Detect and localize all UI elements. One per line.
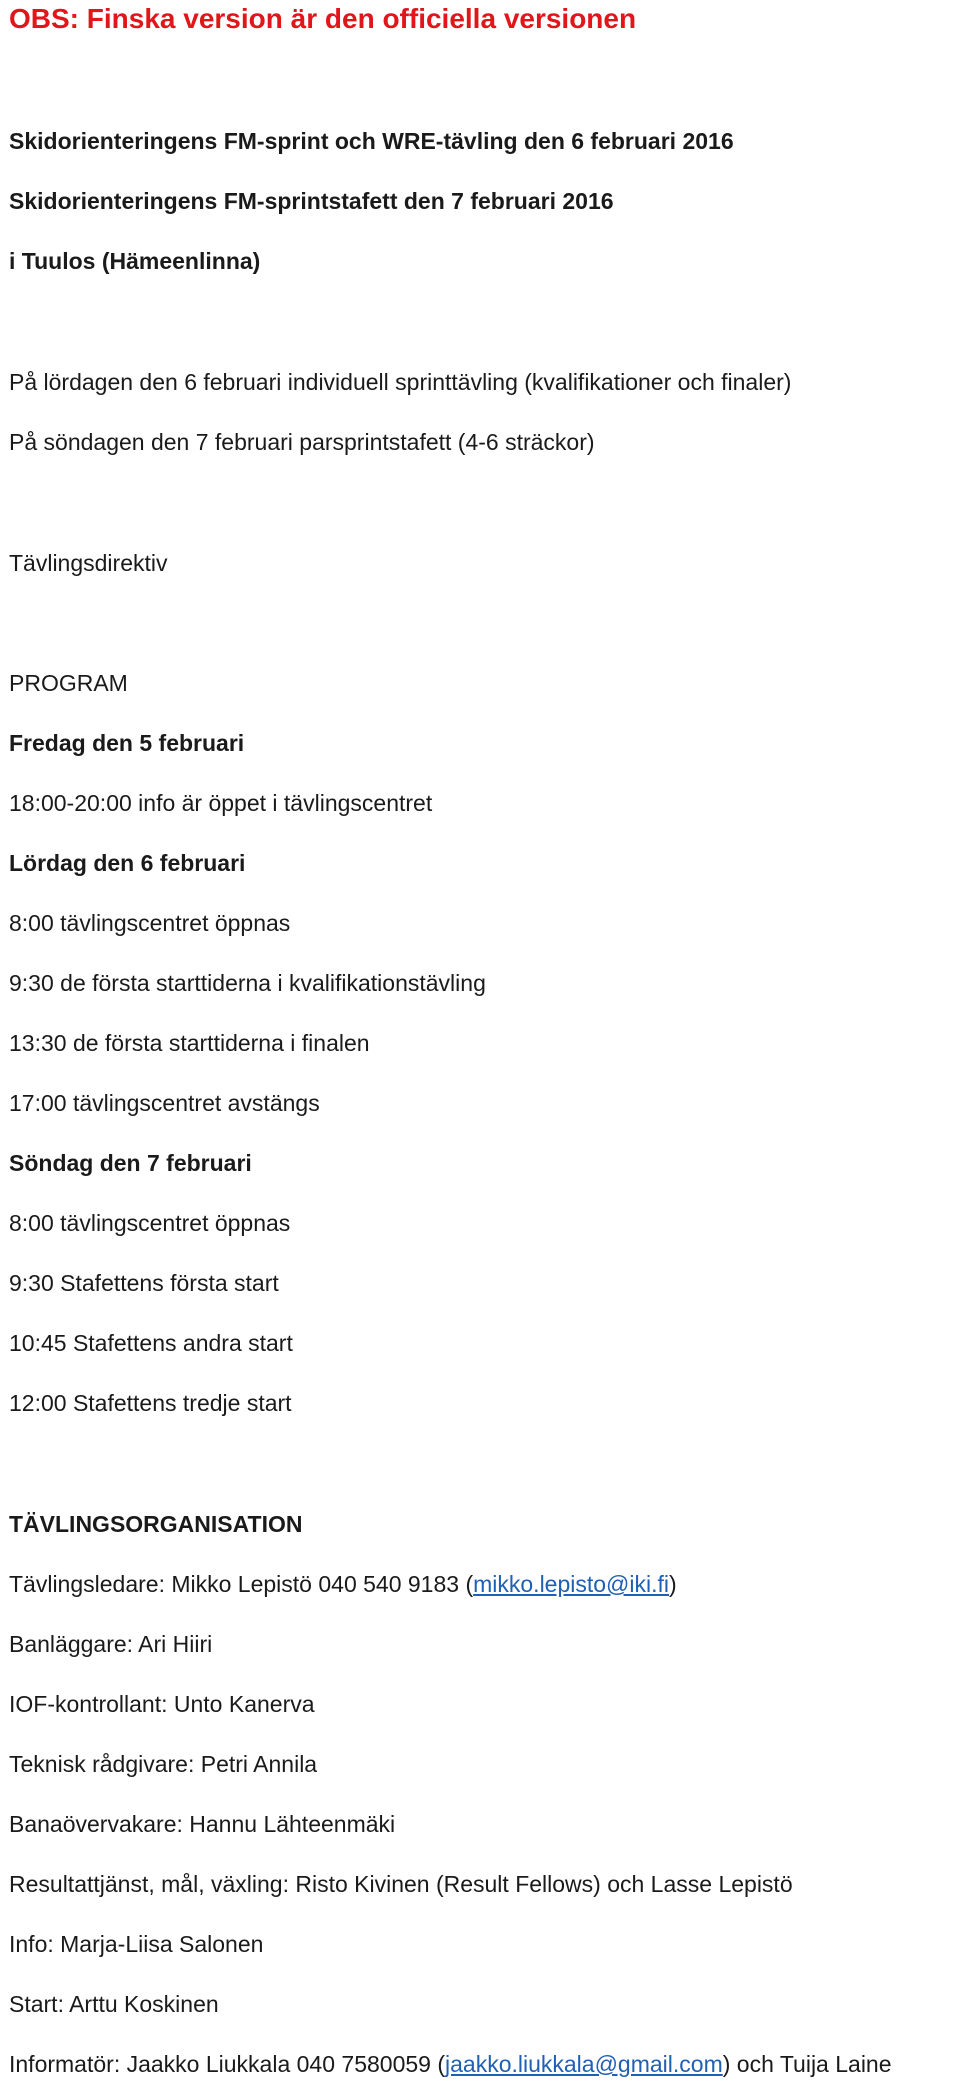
leader-suffix: ) <box>669 1571 677 1597</box>
day-heading-saturday: Lördag den 6 februari <box>9 850 246 876</box>
schedule-item: 9:30 de första starttiderna i kvalifikationstävling <box>9 970 486 996</box>
role-line: Start: Arttu Koskinen <box>9 1991 219 2017</box>
day-heading-sunday: Söndag den 7 februari <box>9 1150 252 1176</box>
role-line: Resultattjänst, mål, växling: Risto Kivinen (Result Fellows) och Lasse Lepistö <box>9 1871 793 1897</box>
official-version-notice: OBS: Finska version är den officiella versionen <box>9 3 637 34</box>
schedule-item: 12:00 Stafettens tredje start <box>9 1390 292 1416</box>
informant <box>9 2049 892 2079</box>
schedule-item: 8:00 tävlingscentret öppnas <box>9 1210 291 1236</box>
role-line: Info: Marja-Liisa Salonen <box>9 1931 264 1957</box>
day-heading-friday: Fredag den 5 februari <box>9 730 245 756</box>
schedule-item: 9:30 Stafettens första start <box>9 1270 279 1296</box>
schedule-item: 8:00 tävlingscentret öppnas <box>9 910 291 936</box>
informant-suffix: ) och Tuija Laine <box>722 2051 892 2077</box>
leader-email-link[interactable]: mikko.lepisto@iki.fi <box>473 1571 670 1597</box>
intro-line: På söndagen den 7 februari parsprintstafett (4-6 sträckor) <box>9 429 595 455</box>
role-line: Banläggare: Ari Hiiri <box>9 1631 213 1657</box>
organisation-heading: TÄVLINGSORGANISATION <box>9 1511 303 1537</box>
directive-heading: Tävlingsdirektiv <box>9 550 168 576</box>
schedule-item: 17:00 tävlingscentret avstängs <box>9 1090 320 1116</box>
leader-text: Tävlingsledare: Mikko Lepistö 040 540 9183 ( <box>9 1571 474 1597</box>
role-line: Teknisk rådgivare: Petri Annila <box>9 1751 318 1777</box>
role-line: Banaövervakare: Hannu Lähteenmäki <box>9 1811 396 1837</box>
title-line: Skidorienteringens FM-sprintstafett den 7 februari 2016 <box>9 188 614 214</box>
informant-text: Informatör: Jaakko Liukkala 040 7580059 ( <box>9 2051 445 2077</box>
competition-leader <box>9 1569 677 1599</box>
title-line: i Tuulos (Hämeenlinna) <box>9 248 261 274</box>
role-line: IOF-kontrollant: Unto Kanerva <box>9 1691 315 1717</box>
schedule-item: 13:30 de första starttiderna i finalen <box>9 1030 370 1056</box>
informant-email-link[interactable]: jaakko.liukkala@gmail.com <box>445 2051 723 2077</box>
schedule-item: 18:00-20:00 info är öppet i tävlingscentret <box>9 790 433 816</box>
schedule-item: 10:45 Stafettens andra start <box>9 1330 293 1356</box>
program-heading: PROGRAM <box>9 670 128 696</box>
title-line: Skidorienteringens FM-sprint och WRE-tävling den 6 februari 2016 <box>9 128 734 154</box>
intro-line: På lördagen den 6 februari individuell sprinttävling (kvalifikationer och finaler) <box>9 369 792 395</box>
